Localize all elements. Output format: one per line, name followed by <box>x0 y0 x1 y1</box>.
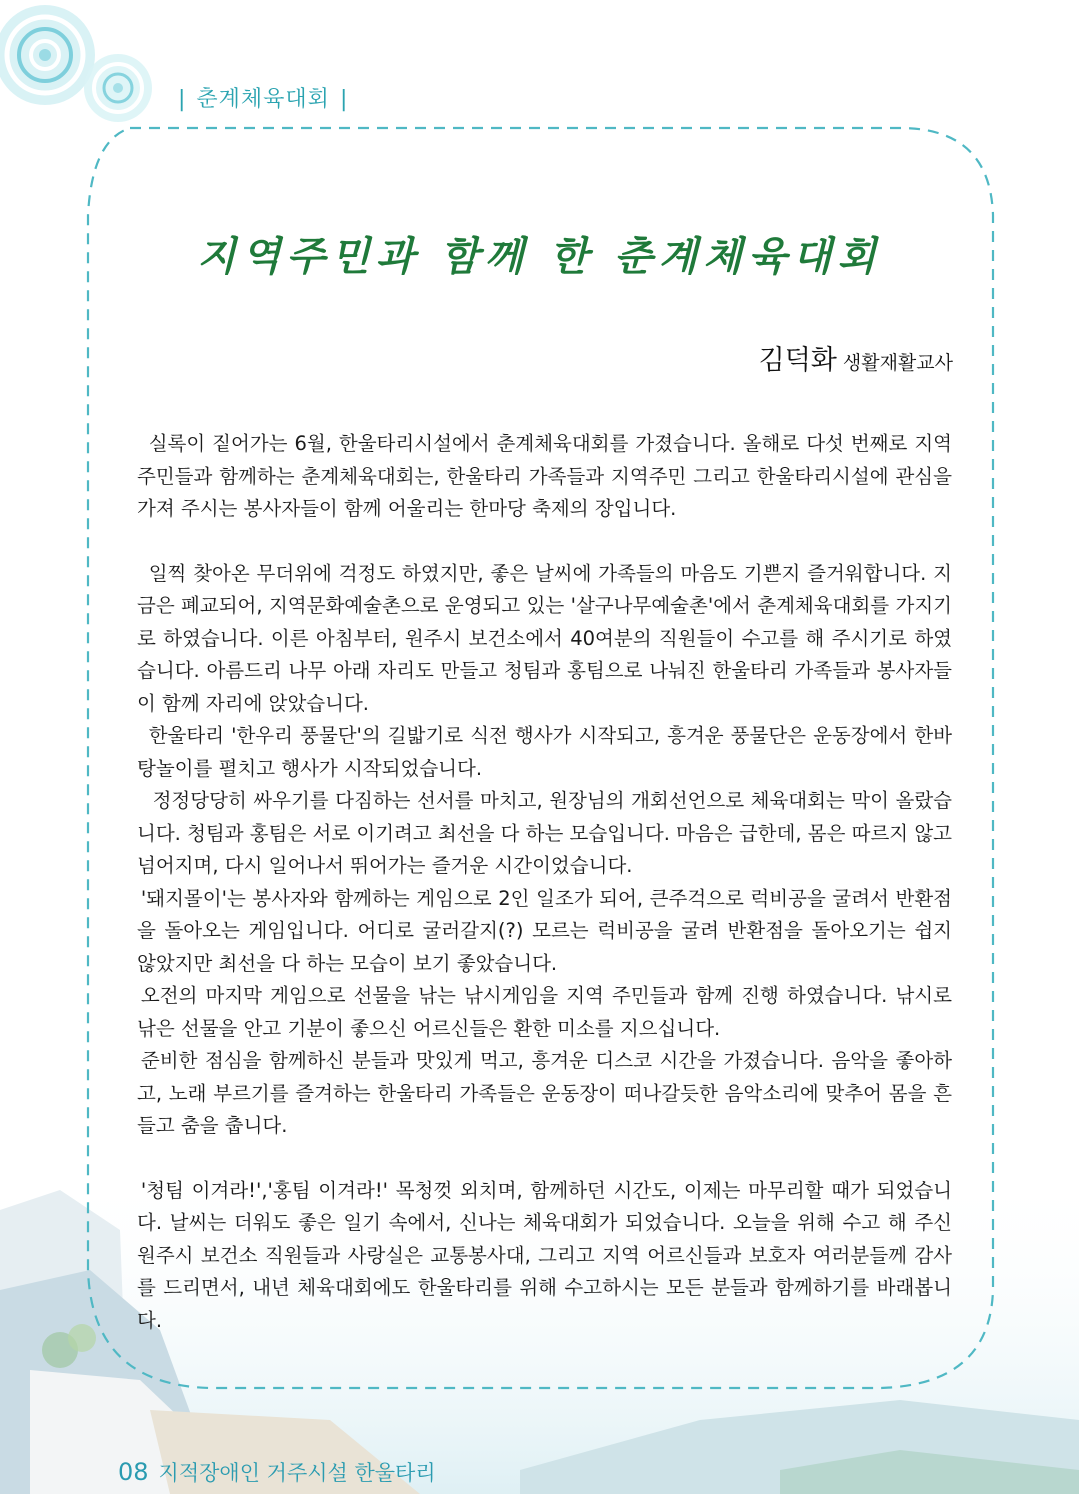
author-role: 생활재활교사 <box>842 352 953 374</box>
article-body <box>137 428 952 1337</box>
paragraph-3: 한울타리 '한우리 풍물단'의 길밟기로 식전 행사가 시작되고, 흥겨운 풍물단은 운동장에서 한바탕놀이를 펼치고 행사가 시작되었습니다. <box>137 724 952 780</box>
section-bar-left: | <box>178 87 187 112</box>
publication-name: 지적장애인 거주시설 한울타리 <box>158 1461 436 1485</box>
paragraph-4: 정정당당히 싸우기를 다짐하는 선서를 마치고, 원장님의 개회선언으로 체육대회는 막이 올랐습니다. 청팀과 홍팀은 서로 이기려고 최선을 다 하는 모습입니다. 마음은 급한데, 몸은 따르지 않고 넘어지며, 다시 일어나서 뛰어가는 즐거운 시간이었습니다. <box>137 789 952 877</box>
paragraph-6: 오전의 마지막 게임으로 선물을 낚는 낚시게임을 지역 주민들과 함께 진행 하였습니다. 낚시로 낚은 선물을 안고 기분이 좋으신 어르신들은 환한 미소를 지으십니다. <box>137 984 952 1040</box>
section-label-text: 춘계체육대회 <box>196 87 330 112</box>
paragraph-7: 준비한 점심을 함께하신 분들과 맛있게 먹고, 흥겨운 디스코 시간을 가졌습니다. 음악을 좋아하고, 노래 부르기를 즐겨하는 한울타리 가족들은 운동장이 떠나갈듯한 음악소리에 맞추어 몸을 흔들고 춤을 춥니다. <box>137 1049 952 1137</box>
swirl-decoration <box>0 0 180 150</box>
paragraph-2: 일찍 찾아온 무더위에 걱정도 하였지만, 좋은 날씨에 가족들의 마음도 기쁜지 즐거워합니다. 지금은 폐교되어, 지역문화예술촌으로 운영되고 있는 '살구나무예술촌'에서 춘계체육대회를 가지기로 하였습니다. 이른 아침부터, 원주시 보건소에서 40여분의 직원들이 수고를 해 주시기로 하였습니다. 아름드리 나무 아래 자리도 만들고 청팀과 홍팀으로 나눠진 한울타리 가족들과 봉사자들이 함께 자리에 앉았습니다. <box>137 561 952 715</box>
page-footer <box>118 1457 436 1487</box>
paragraph-5: '돼지몰이'는 봉사자와 함께하는 게임으로 2인 일조가 되어, 큰주걱으로 럭비공을 굴려서 반환점을 돌아오는 게임입니다. 어디로 굴러갈지(?) 모르는 럭비공을 굴려 반환점을 돌아오기는 쉽지 않았지만 최선을 다 하는 모습이 보기 좋았습니다. <box>137 886 952 975</box>
page-number: 08 <box>118 1458 149 1486</box>
article-title: 지역주민과 함께 한 춘계체육대회 <box>197 233 882 280</box>
section-bar-right: | <box>339 87 349 112</box>
paragraph-8: '청팀 이겨라!','홍팀 이겨라!' 목청껏 외치며, 함께하던 시간도, 이제는 마무리할 때가 되었습니다. 날씨는 더워도 좋은 일기 속에서, 신나는 체육대회가 되었습니다. 오늘을 위해 수고 해 주신 원주시 보건소 직원들과 사랑실은 교통봉사대, 그리고 지역 어르신들과 보호자 여러분들께 감사를 드리면서, 내년 체육대회에도 한울타리를 위해 수고하시는 모든 분들과 함께하기를 바래봅니다. <box>137 1178 952 1332</box>
section-label <box>168 82 358 113</box>
paragraph-1: 실록이 짙어가는 6월, 한울타리시설에서 춘계체육대회를 가졌습니다. 올해로 다섯 번째로 지역주민들과 함께하는 춘계체육대회는, 한울타리 가족들과 지역주민 그리고 한울타리시설에 관심을 가져 주시는 봉사자들이 함께 어울리는 한마당 축제의 장입니다. <box>137 432 952 520</box>
author-byline <box>759 338 953 377</box>
author-name: 김덕화 <box>758 345 837 376</box>
